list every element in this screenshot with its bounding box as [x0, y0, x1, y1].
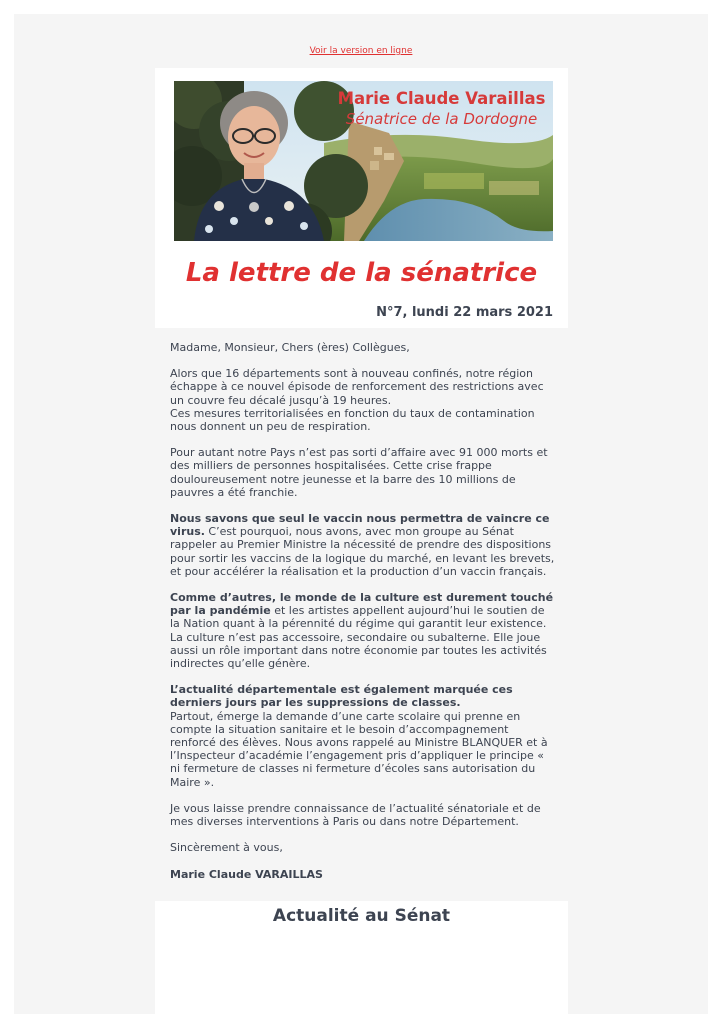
letter-paragraph-5 — [170, 683, 556, 789]
paragraph-text: La culture n’est pas accessoire, secondaire ou subalterne. Elle joue aussi un rôle important dans notre économie par toutes les activités indirectes qu’elle génère. — [170, 630, 547, 671]
paragraph-highlight: Comme d’autres, le monde de la culture est durement touché par la pandémie — [170, 591, 554, 618]
signature-name: Marie Claude VARAILLAS — [170, 867, 323, 881]
paragraph-highlight: L’actualité départementale est également marquée ces derniers jours par les suppressions de classes. — [170, 683, 513, 710]
paragraph-text: et les artistes appellent aujourd’hui le soutien de la Nation quant à la pérennité du régime qui garantit leur existence. — [170, 604, 547, 631]
paragraph-text: Partout, émerge la demande d’une carte scolaire qui prenne en compte la situation sanitaire et le besoin d’accompagnement renforcé des élèves. Nous avons rappelé au Ministre BLANQUER et à l’Inspecteur d’académie l’engagement pris d’appliquer le principe « ni fermeture de classes ni fermeture d’écoles sans autorisation du Maire ». — [170, 709, 548, 789]
paragraph-text: C’est pourquoi, nous avons, avec mon groupe au Sénat rappeler au Premier Ministre la nécessité de prendre des dispositions pour sortir les vaccins de la logique du marché, en levant les brevets, et pour accélérer la réalisation et la production d’un vaccin français. — [170, 525, 555, 578]
banner-senator-role: Sénatrice de la Dordogne — [345, 110, 538, 128]
letter-body — [170, 341, 556, 894]
paragraph-text: Alors que 16 départements sont à nouveau confinés, notre région échappe à ce nouvel épisode de renforcement des restrictions avec un couvre feu décalé jusqu’à 19 heures. — [170, 367, 544, 407]
letter-paragraph-1 — [170, 367, 556, 433]
letter-closing: Sincèrement à vous, — [170, 841, 283, 855]
banner-senator-name: Marie Claude Varaillas — [337, 89, 546, 108]
section-title-actualite-senat: Actualité au Sénat — [272, 906, 451, 926]
header-banner — [174, 81, 553, 241]
letter-paragraph-2: Pour autant notre Pays n’est pas sorti d’affaire avec 91 000 morts et des milliers de personnes hospitalisées. Cette crise frappe douloureusement notre jeunesse et la barre des 10 millions de pauvres a été franchie. — [170, 446, 548, 499]
paragraph-highlight: Nous savons que seul le vaccin nous permettra de vaincre ce virus. — [170, 512, 550, 539]
newsletter-title: La lettre de la sénatrice — [185, 258, 538, 288]
view-online-link[interactable]: Voir la version en ligne — [309, 46, 413, 56]
paragraph-text: Ces mesures territorialisées en fonction du taux de contamination nous donnent un peu de respiration. — [170, 406, 535, 434]
letter-paragraph-3 — [170, 512, 556, 578]
letter-paragraph-6: Je vous laisse prendre connaissance de l’actualité sénatoriale et de mes diverses interventions à Paris ou dans notre Département. — [170, 801, 541, 829]
letter-signature — [170, 868, 556, 881]
letter-paragraph-4 — [170, 591, 556, 670]
issue-number-date: N°7, lundi 22 mars 2021 — [376, 305, 553, 320]
letter-greeting: Madame, Monsieur, Chers (ères) Collègues, — [170, 341, 410, 354]
